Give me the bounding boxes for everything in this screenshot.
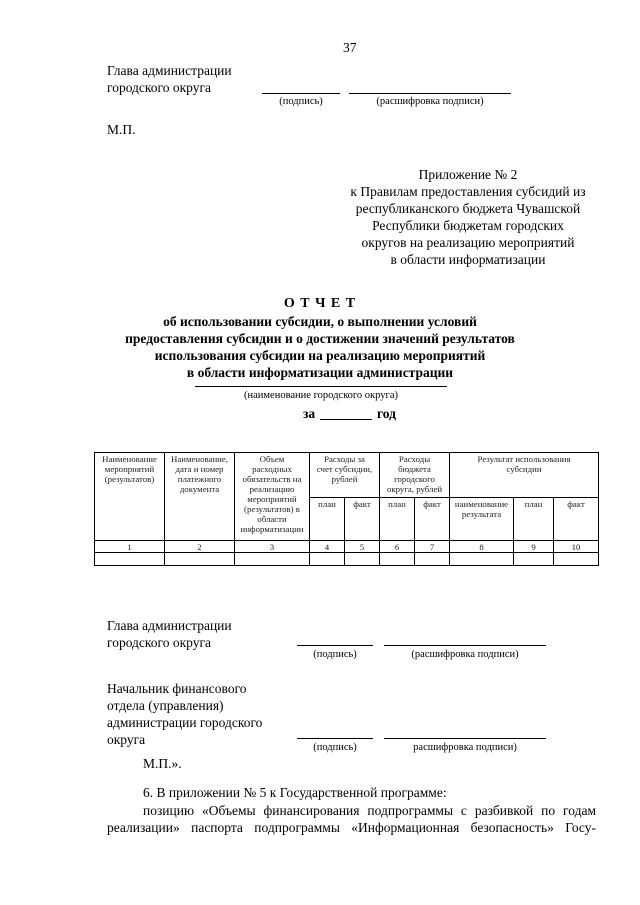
column-number: 6 — [380, 541, 415, 553]
report-for-label: за — [303, 406, 316, 421]
subheader-fact: факт — [345, 498, 380, 541]
table-cell — [415, 553, 450, 566]
report-year-label: год — [377, 406, 396, 421]
table-row — [95, 553, 599, 566]
header-obligations-line: реализацию — [249, 484, 295, 494]
header-payment-doc-line: дата и номер — [175, 464, 224, 474]
report-subtitle-line: об использовании субсидии, о выполнении условий — [163, 314, 477, 329]
header-payment-doc-line: Наименование, — [170, 454, 228, 464]
top-decode-caption: (расшифровка подписи) — [376, 96, 484, 107]
top-signature-caption: (подпись) — [279, 96, 323, 107]
appendix-line: Приложение № 2 — [418, 167, 518, 182]
header-subsidy-line: рублей — [331, 474, 358, 484]
finance-head-title-line: Начальник финансового — [107, 681, 247, 696]
appendix-line: к Правилам предоставления субсидий из — [350, 184, 586, 199]
finance-decode-line — [384, 738, 546, 739]
header-obligations-line: (результатов) в — [244, 504, 300, 514]
column-number: 5 — [345, 541, 380, 553]
finance-head-title-line: администрации городского — [107, 715, 263, 730]
finance-signature-caption: (подпись) — [313, 742, 357, 753]
header-obligations-line: расходных — [252, 464, 292, 474]
report-subtitle-line: предоставления субсидии и о достижении значений результатов — [125, 331, 515, 346]
header-budget-line: округа, рублей — [386, 484, 443, 494]
bottom-head-title-line1: Глава администрации — [107, 618, 232, 633]
subheader-fact: факт — [554, 498, 599, 541]
header-obligations-line: мероприятий — [247, 494, 297, 504]
top-stamp-label: М.П. — [107, 122, 136, 137]
bottom-head-title — [107, 617, 232, 651]
column-number: 1 — [95, 541, 165, 553]
table-cell — [345, 553, 380, 566]
header-subsidy-line: Расходы за — [324, 454, 365, 464]
subheader-result-name-line: наименование — [454, 499, 509, 509]
table-cell — [450, 553, 514, 566]
page-number: 37 — [343, 40, 357, 55]
table-number-row — [95, 541, 599, 553]
column-number: 2 — [165, 541, 235, 553]
bottom-head-title-line2: городского округа — [107, 635, 212, 650]
item-6-text: 6. В приложении № 5 к Государственной программе: — [143, 785, 447, 800]
column-number: 10 — [554, 541, 599, 553]
header-obligations-line: Объем — [259, 454, 285, 464]
subheader-result-name-line: результата — [461, 509, 502, 519]
bottom-head-decode-line — [384, 645, 546, 646]
header-budget-expenses — [380, 453, 450, 498]
header-budget-line: бюджета — [398, 464, 431, 474]
header-payment-doc — [165, 453, 235, 541]
subheader-plan: план — [380, 498, 415, 541]
header-events-line: мероприятий — [104, 464, 155, 474]
subheader-fact: факт — [415, 498, 450, 541]
header-result-line: субсидии — [506, 464, 542, 474]
bottom-head-decode-caption: (расшифровка подписи) — [411, 649, 519, 660]
header-events — [95, 453, 165, 541]
appendix-line: округов на реализацию мероприятий — [361, 235, 575, 250]
table-cell — [95, 553, 165, 566]
top-signature-line — [262, 93, 340, 94]
appendix-heading — [340, 166, 596, 268]
table-cell — [380, 553, 415, 566]
bottom-head-signature-line — [297, 645, 373, 646]
column-number: 8 — [450, 541, 514, 553]
report-year-line — [320, 419, 372, 420]
header-obligations — [235, 453, 310, 541]
column-number: 7 — [415, 541, 450, 553]
finance-decode-caption: расшифровка подписи) — [413, 742, 517, 753]
header-obligations-line: информатизации — [240, 524, 304, 534]
report-subtitle-line: в области информатизации администрации — [186, 365, 454, 380]
header-events-line: (результатов) — [104, 474, 155, 484]
column-number: 4 — [310, 541, 345, 553]
header-obligations-line: области — [257, 514, 287, 524]
header-events-line: Наименование — [102, 454, 157, 464]
top-sign-title-line1: Глава администрации — [107, 63, 232, 78]
appendix-line: Республики бюджетам городских — [372, 218, 564, 233]
appendix-line: в области информатизации — [390, 252, 546, 267]
appendix-line: республиканского бюджета Чувашской — [355, 201, 581, 216]
paragraph-line-1: позицию «Объемы финансирования подпрограммы с разбивкой по годам — [143, 803, 596, 818]
header-result-line: Результат использования — [477, 454, 571, 464]
table-cell — [514, 553, 554, 566]
subheader-result-name — [450, 498, 514, 541]
column-number: 3 — [235, 541, 310, 553]
top-sign-title-line2: городского округа — [107, 80, 212, 95]
table-cell — [165, 553, 235, 566]
okrug-name-caption: (наименование городского округа) — [244, 390, 398, 401]
subheader-plan: план — [514, 498, 554, 541]
finance-signature-line — [297, 738, 373, 739]
bottom-stamp-label: М.П.». — [143, 756, 182, 771]
header-subsidy-expenses — [310, 453, 380, 498]
header-budget-line: Расходы — [398, 454, 431, 464]
header-payment-doc-line: платежного — [177, 474, 222, 484]
subheader-plan: план — [310, 498, 345, 541]
finance-head-title-line: отдела (управления) — [107, 698, 224, 713]
report-heading: О Т Ч Е Т — [283, 296, 357, 311]
report-table — [94, 452, 599, 566]
table-header-row — [95, 453, 599, 498]
header-subsidy-result — [450, 453, 599, 498]
top-sign-title — [107, 62, 232, 96]
report-subtitle — [60, 313, 580, 381]
report-subtitle-line: использования субсидии на реализацию мероприятий — [154, 348, 486, 363]
paragraph-line-2: реализации» паспорта подпрограммы «Информационная безопасность» Госу- — [107, 820, 596, 835]
table-cell — [554, 553, 599, 566]
table-cell — [310, 553, 345, 566]
okrug-name-line — [195, 386, 447, 387]
finance-head-title-line: округа — [107, 732, 146, 747]
column-number: 9 — [514, 541, 554, 553]
header-budget-line: городского — [394, 474, 435, 484]
header-payment-doc-line: документа — [179, 484, 220, 494]
finance-head-title — [107, 680, 262, 748]
header-subsidy-line: счет субсидии, — [316, 464, 373, 474]
bottom-head-signature-caption: (подпись) — [313, 649, 357, 660]
table-cell — [235, 553, 310, 566]
top-decode-line — [349, 93, 511, 94]
header-obligations-line: обязательств на — [242, 474, 302, 484]
